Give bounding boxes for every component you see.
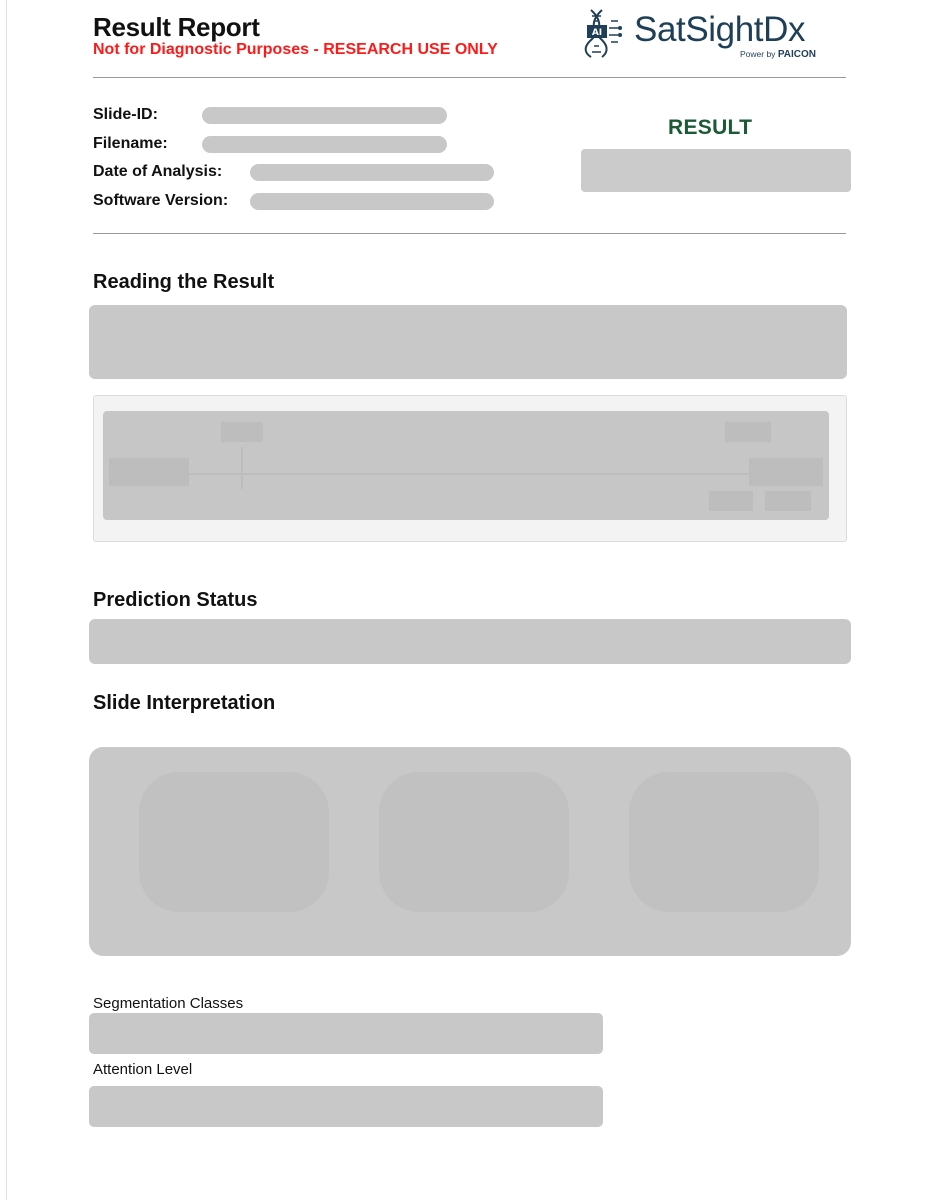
satsightdx-logo (582, 8, 832, 62)
slide-images-redacted (89, 747, 851, 956)
slide-id-label: Slide-ID: (93, 106, 158, 123)
segmentation-classes-label: Segmentation Classes (93, 995, 244, 1012)
slide-id-redacted (202, 107, 447, 124)
reading-result-title: Reading the Result (93, 271, 275, 293)
prediction-status-redacted (89, 619, 851, 664)
page-edge (6, 0, 7, 1200)
attention-map-redacted (629, 772, 819, 912)
logo-wordmark: SatSightDx (634, 10, 806, 49)
original-image-redacted (139, 772, 329, 912)
score-scale-redacted (103, 411, 829, 520)
attention-level-label: Attention Level (93, 1061, 193, 1078)
software-version-label: Software Version: (93, 192, 229, 209)
scale-legend-redacted (765, 491, 811, 511)
research-use-warning: Not for Diagnostic Purposes - RESEARCH USE ONLY (93, 41, 498, 58)
reading-result-text-redacted (89, 305, 847, 379)
date-of-analysis-label: Date of Analysis: (93, 163, 223, 180)
result-value-redacted (581, 149, 851, 192)
slide-interpretation-title: Slide Interpretation (93, 692, 276, 714)
header-divider (93, 77, 846, 78)
scale-marker-redacted (221, 422, 263, 442)
logo-tagline-prefix: Power by (740, 49, 776, 59)
attention-level-redacted (89, 1086, 603, 1127)
software-version-redacted (250, 193, 494, 210)
ai-dna-chip-icon (582, 8, 628, 58)
logo-tagline (740, 49, 816, 60)
scale-label-redacted (109, 458, 189, 486)
prediction-status-title: Prediction Status (93, 589, 258, 611)
score-scale-panel (93, 395, 847, 542)
scale-marker-redacted (725, 422, 771, 442)
result-heading: RESULT (668, 116, 753, 139)
filename-label: Filename: (93, 135, 168, 152)
logo-tagline-brand: PAICON (777, 49, 816, 60)
metadata-divider (93, 233, 846, 234)
segmentation-classes-redacted (89, 1013, 603, 1054)
segmentation-overlay-redacted (379, 772, 569, 912)
scale-label-redacted (749, 458, 823, 486)
filename-redacted (202, 136, 447, 153)
svg-text:AI: AI (591, 28, 603, 38)
scale-legend-redacted (709, 491, 753, 511)
report-title: Result Report (93, 12, 260, 42)
scale-axis-redacted (189, 473, 749, 475)
date-of-analysis-redacted (250, 164, 494, 181)
scale-tick-redacted (241, 447, 243, 489)
